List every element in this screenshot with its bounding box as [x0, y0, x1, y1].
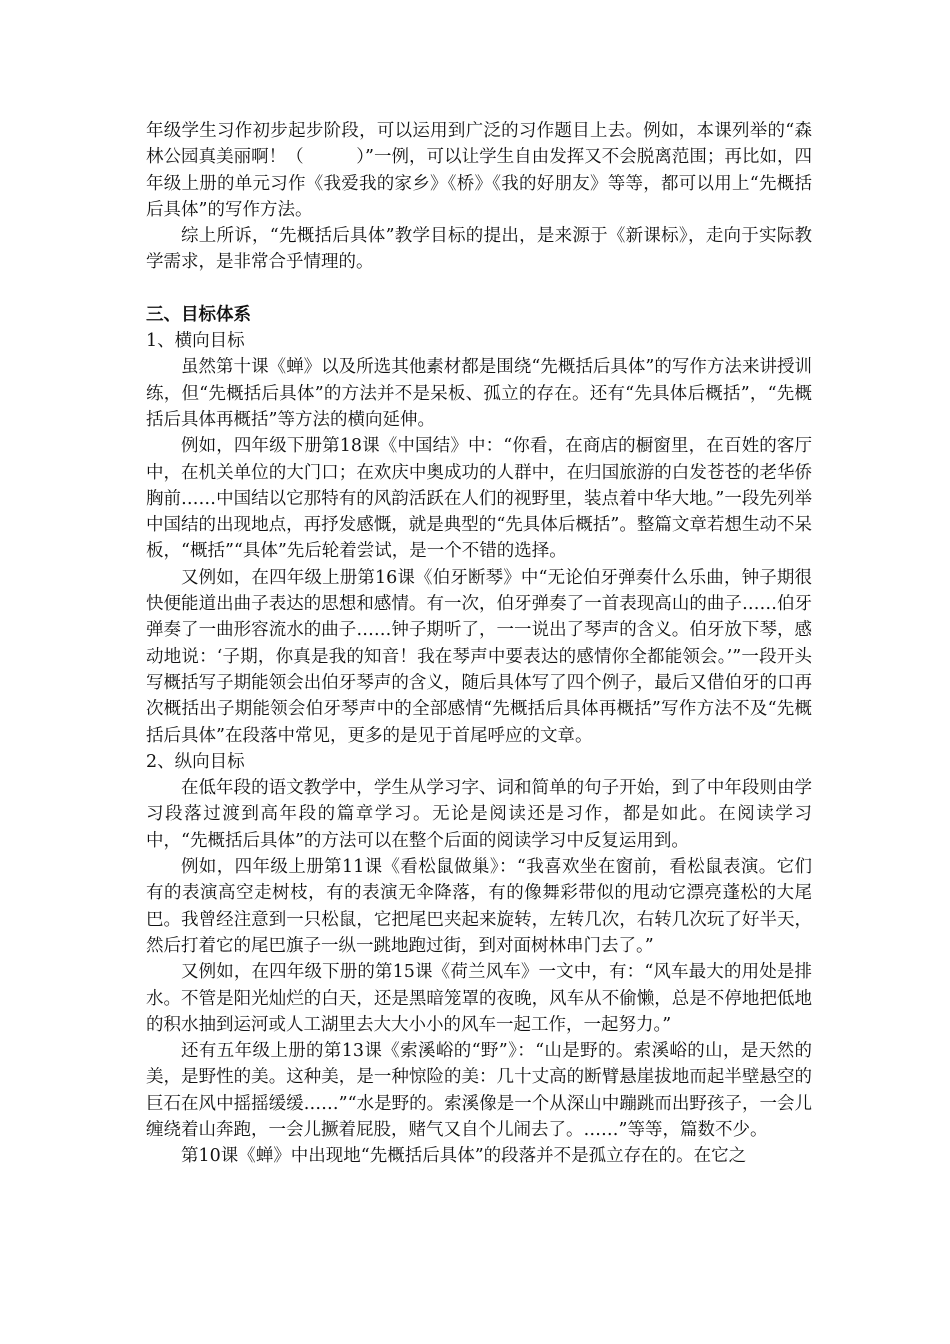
paragraph: 又例如，在四年级上册第16课《伯牙断琴》中“无论伯牙弹奏什么乐曲，钟子期很快便能道出曲子表达的思想和感情。有一次，伯牙弹奏了一首表现高山的曲子……伯牙弹奏了一曲形容流水的曲子……钟子期听了，一一说出了琴声的含义。伯牙放下琴，感动地说：‘子期，你真是我的知音！我在琴声中要表达的感情你全都能领会。’”一段开头写概括写子期能领会出伯牙琴声的含义，随后具体写了四个例子，最后又借伯牙的口再次概括出子期能领会伯牙琴声中的全部感情“先概括后具体再概括”写作方法不及“先概括后具体”在段落中常见，更多的是见于首尾呼应的文章。: [146, 567, 812, 746]
paragraph: 例如，四年级下册第18课《中国结》中：“你看，在商店的橱窗里，在百姓的客厅中，在机关单位的大门口；在欢庆中奥成功的人群中，在归国旅游的白发苍苍的老华侨胸前……中国结以它那特有的风韵活跃在人们的视野里，装点着中华大地。”一段先列举中国结的出现地点，再抒发感慨，就是典型的“先具体后概括”。整篇文章若想生动不呆板，“概括”“具体”先后轮着尝试，是一个不错的选择。: [146, 436, 812, 562]
section-heading: 三、目标体系: [146, 304, 251, 325]
paragraph-conclusion: 综上所诉，“先概括后具体”教学目标的提出，是来源于《新课标》，走向于实际教学需求，是非常合乎情理的。: [146, 226, 812, 273]
paragraph-continued: 年级学生习作初步起步阶段，可以运用到广泛的习作题目上去。例如，本课列举的“森林公园真美丽啊！（ ）”一例，可以让学生自由发挥又不会脱离范围；再比如，四年级上册的单元习作《我爱我的家乡》《桥》《我的好朋友》等等，都可以用上“先概括后具体”的写作方法。: [146, 121, 812, 220]
paragraph: 第10课《蝉》中出现地“先概括后具体”的段落并不是孤立存在的。在它之: [181, 1146, 747, 1167]
section-gap: [146, 276, 812, 302]
paragraph: 在低年段的语文教学中，学生从学习字、词和简单的句子开始，到了中年段则由学习段落过渡到高年段的篇章学习。无论是阅读还是习作，都是如此。在阅读学习中，“先概括后具体”的方法可以在整个后面的阅读学习中反复运用到。: [146, 778, 812, 851]
paragraph: 还有五年级上册的第13课《索溪峪的“野”》：“山是野的。索溪峪的山，是天然的美，是野性的美。这种美，是一种惊险的美：几十丈高的断臂悬崖拔地而起半壁悬空的巨石在风中摇摇缓缓……”“水是野的。索溪像是一个从深山中蹦跳而出野孩子，一会儿缠绕着山奔跑，一会儿撅着屁股，赌气又自个儿闹去了。……”等等，篇数不少。: [146, 1041, 812, 1140]
document-page: [146, 118, 812, 1170]
subsection-title-horizontal: 1、横向目标: [146, 331, 245, 352]
subsection-title-vertical: 2、纵向目标: [146, 751, 245, 772]
paragraph: 又例如，在四年级下册的第15课《荷兰风车》一文中，有：“风车最大的用处是排水。不管是阳光灿烂的白天，还是黑暗笼罩的夜晚，风车从不偷懒，总是不停地把低地的积水抽到运河或人工湖里去大大小小的风车一起工作，一起努力。”: [146, 962, 812, 1035]
paragraph: 例如，四年级上册第11课《看松鼠做巢》：“我喜欢坐在窗前，看松鼠表演。它们有的表演高空走树枝，有的表演无伞降落，有的像舞彩带似的甩动它漂亮蓬松的大尾巴。我曾经注意到一只松鼠，它把尾巴夹起来旋转，左转几次，右转几次玩了好半天，然后打着它的尾巴旗子一纵一跳地跑过街，到对面树林串门去了。”: [146, 857, 812, 956]
paragraph: 虽然第十课《蝉》以及所选其他素材都是围绕“先概括后具体”的写作方法来讲授训练，但“先概括后具体”的方法并不是呆板、孤立的存在。还有“先具体后概括”，“先概括后具体再概括”等方法的横向延伸。: [146, 357, 812, 430]
